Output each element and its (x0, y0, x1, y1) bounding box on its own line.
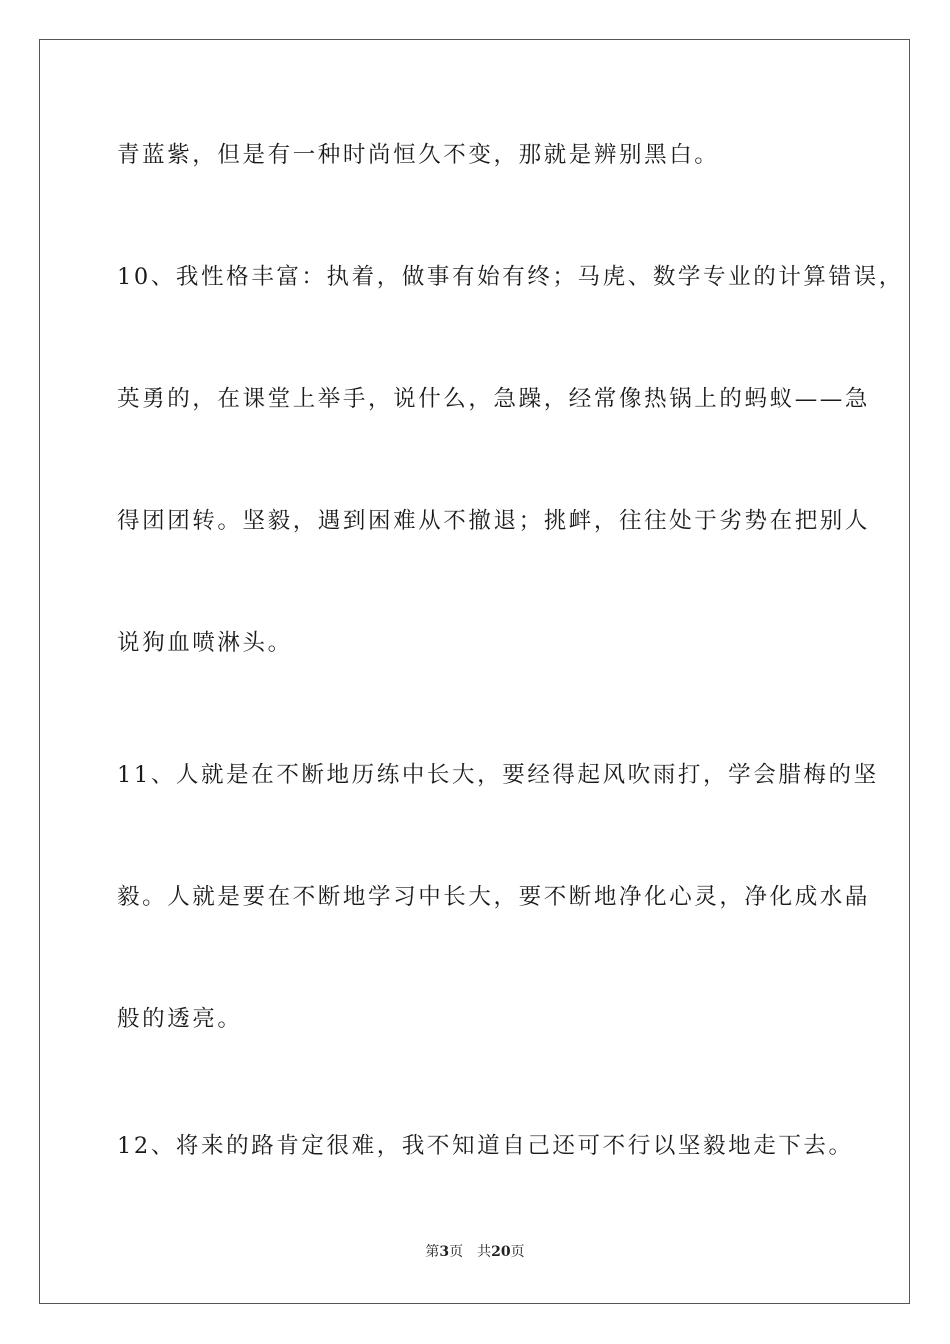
text-line-5: 说狗血喷淋头。 (117, 630, 293, 656)
page-border (39, 39, 910, 1304)
text-line-3: 英勇的，在课堂上举手，说什么，急躁，经常像热锅上的蚂蚁——急 (117, 386, 871, 412)
total-prefix: 共 (477, 1244, 492, 1260)
page-number: 3 (439, 1244, 450, 1260)
text-line-1: 青蓝紫，但是有一种时尚恒久不变，那就是辨别黑白。 (117, 142, 720, 168)
text-line-6: 11、人就是在不断地历练中长大，要经得起风吹雨打，学会腊梅的坚 (117, 762, 879, 788)
text-line-7: 毅。人就是要在不断地学习中长大，要不断地净化心灵，净化成水晶 (117, 884, 871, 910)
total-suffix: 页 (510, 1244, 525, 1260)
text-line-4: 得团团转。坚毅，遇到困难从不撤退；挑衅，往往处于劣势在把别人 (117, 508, 871, 534)
text-line-8: 般的透亮。 (117, 1006, 243, 1032)
total-pages: 20 (491, 1244, 511, 1260)
text-line-2: 10、我性格丰富：执着，做事有始有终；马虎、数学专业的计算错误， (117, 264, 904, 290)
page-prefix: 第 (425, 1244, 440, 1260)
text-line-9: 12、将来的路肯定很难，我不知道自己还可不行以坚毅地走下去。 (117, 1133, 854, 1159)
page-suffix: 页 (449, 1244, 464, 1260)
page-footer (0, 1243, 950, 1261)
